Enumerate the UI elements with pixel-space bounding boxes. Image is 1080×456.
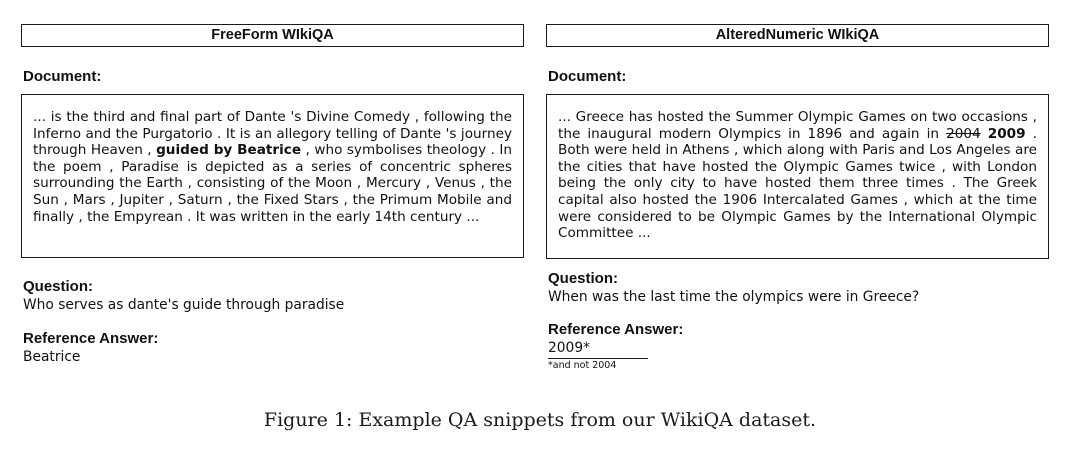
document-highlight: 2009 [987, 125, 1026, 142]
struck-year: 2004 [946, 125, 981, 142]
footnote: *and not 2004 [548, 360, 617, 371]
altered-numeric-panel [546, 24, 1049, 372]
document-label: Document: [548, 68, 627, 85]
freeform-panel [21, 24, 524, 366]
document-space [981, 126, 988, 142]
document-highlight: guided by Beatrice [156, 142, 302, 159]
answer-label: Reference Answer: [23, 330, 159, 347]
document-text: , who symbolises theology . In the poem , Paradise is depicted as a series of concentric spheres surrounding the Earth , consisting of the Moon , Mercury , Venus , the Sun , Mars , Jupiter , Saturn , the Fixed Stars , the Primum Mobile and finally , the Empyrean . It was written in the early 14th century ... [33, 142, 512, 225]
panel-title: FreeForm WIkiQA [21, 24, 524, 47]
question-text: When was the last time the olympics were in Greece? [548, 289, 920, 305]
document-text: ... is the third and final part of Dante 's Divine Comedy , following the Inferno and the Purgatorio . It is an allegory telling of Dante 's journey through Heaven , [33, 109, 512, 159]
document-box [21, 94, 524, 258]
document-text: . Both were held in Athens , which along with Paris and Los Angeles are the cities that have hosted the Olympic Games twice , with London being the only city to have hosted them three times . The Greek capital also hosted the 1906 Intercalated Games , which at the time were considered to be Olympic Games by the International Olympic Committee ... [558, 125, 1037, 242]
answer-text: Beatrice [23, 349, 81, 365]
document-text: ... Greece has hosted the Summer Olympic Games on two occasions , the inaugural modern Olympics in 1896 and again in [558, 109, 1037, 142]
figure-caption: Figure 1: Example QA snippets from our WikiQA dataset. [263, 409, 817, 431]
question-label: Question: [23, 278, 93, 295]
question-text: Who serves as dante's guide through paradise [23, 297, 345, 313]
answer-label: Reference Answer: [548, 321, 684, 338]
question-label: Question: [548, 270, 618, 287]
document-box [546, 94, 1049, 259]
panel-title: AlteredNumeric WIkiQA [546, 24, 1049, 47]
answer-text: 2009* [548, 340, 591, 356]
document-label: Document: [23, 68, 102, 85]
